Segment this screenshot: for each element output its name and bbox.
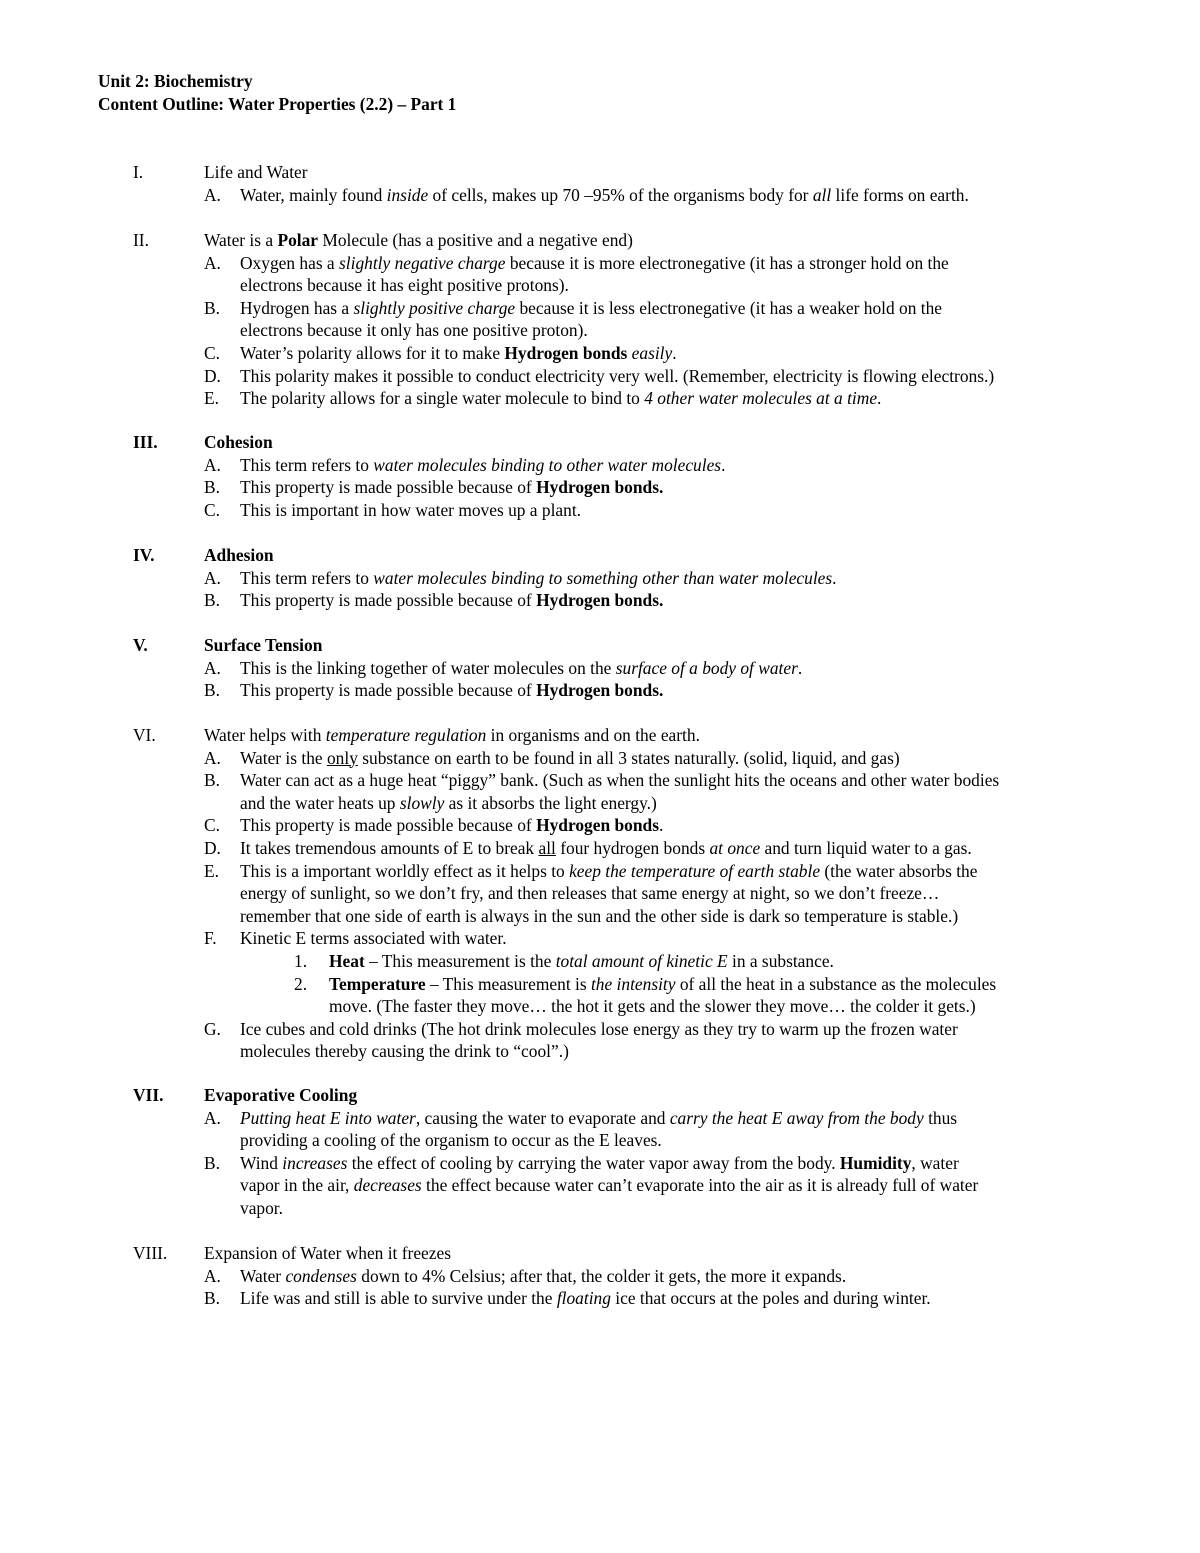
italic-run: surface of a body of water [615, 657, 798, 678]
section-heading [0, 161, 1200, 184]
section-heading [0, 634, 1200, 657]
outline-item-line [0, 589, 1200, 612]
text-run: electrons because it has eight positive protons). [240, 275, 569, 296]
text-run: ice that occurs at the poles and during winter. [610, 1288, 931, 1309]
outline-section [0, 1084, 1200, 1220]
section-numeral: III. [133, 432, 158, 452]
outline-item-text [240, 860, 977, 883]
outline-item-line [0, 927, 1200, 950]
outline-item-text [240, 657, 802, 680]
italic-run: increases [282, 1152, 348, 1173]
text-run: . [721, 454, 726, 475]
text-run: . [877, 388, 882, 409]
outline-item-line [0, 365, 1200, 388]
outline-title: Content Outline: Water Properties (2.2) – Part 1 [98, 94, 457, 114]
outline-item-text [240, 387, 881, 410]
outline-item-line [0, 1287, 1200, 1310]
outline-item-label: A. [204, 184, 221, 205]
outline-item-text [240, 747, 900, 770]
section-title [204, 1084, 357, 1107]
outline-item-line [0, 297, 1200, 320]
outline-subitem-text [329, 950, 834, 973]
outline-item-label: F. [204, 928, 217, 949]
text-run: four hydrogen bonds [555, 837, 710, 858]
outline-item-text [240, 1265, 846, 1288]
italic-run: floating [556, 1288, 611, 1309]
text-run: move. (The faster they move… the hot it gets and the slower they move… the colder it gets.) [329, 996, 976, 1017]
outline-item-text [240, 1287, 931, 1310]
outline-item-label: D. [204, 365, 221, 386]
outline-item-label: A. [204, 747, 221, 768]
text-run: This term refers to [240, 567, 374, 588]
outline-item-line [0, 252, 1200, 275]
outline-item-label: B. [204, 590, 220, 611]
outline-item-line [0, 860, 1200, 883]
outline-item-line [0, 342, 1200, 365]
text-run: and the water heats up [240, 792, 400, 813]
section-heading [0, 1084, 1200, 1107]
outline-item-label: C. [204, 499, 220, 520]
text-run: remember that one side of earth is always in the sun and the other side is dark so temperature is stable.) [240, 905, 959, 926]
text-run: energy of sunlight, so we don’t fry, and then releases that same energy at night, so we don’t freeze… [240, 883, 940, 904]
outline-item-line [0, 882, 1200, 905]
outline-item-label: A. [204, 657, 221, 678]
outline-item-line [0, 1040, 1200, 1063]
outline-item-line [0, 679, 1200, 702]
text-run: , causing the water to evaporate and [415, 1107, 670, 1128]
outline-item-text [240, 792, 657, 815]
section-title [204, 544, 274, 567]
text-run: Kinetic E terms associated with water. [240, 928, 507, 949]
text-run: Molecule (has a positive and a negative end) [318, 230, 633, 250]
outline-subitem-text [329, 995, 976, 1018]
outline-item-label: A. [204, 1107, 221, 1128]
italic-run: temperature regulation [325, 725, 487, 745]
outline-item-label: B. [204, 297, 220, 318]
italic-run: carry the heat E away from the body [669, 1107, 924, 1128]
text-run: – This measurement is the [364, 950, 556, 971]
section-numeral: II. [133, 230, 149, 250]
section-numeral: VII. [133, 1085, 164, 1105]
outline-item-text [240, 905, 958, 928]
text-run: This is the linking together of water molecules on the [240, 657, 616, 678]
outline-item-label: E. [204, 860, 219, 881]
outline-section [0, 724, 1200, 1063]
bold-run: Adhesion [204, 545, 274, 565]
outline-item-line [0, 769, 1200, 792]
outline-item-text [240, 297, 942, 320]
bold-run: Hydrogen bonds. [536, 477, 664, 498]
text-run: , water [911, 1152, 959, 1173]
italic-run: at once [709, 837, 761, 858]
outline-item-line [0, 454, 1200, 477]
text-run: Oxygen has a [240, 252, 340, 273]
bold-run: Surface Tension [204, 635, 323, 655]
outline-item-text [240, 1174, 978, 1197]
outline-section [0, 634, 1200, 702]
section-numeral: V. [133, 635, 148, 655]
outline-item-label: E. [204, 388, 219, 409]
outline-item-text [240, 1152, 959, 1175]
text-run: life forms on earth. [831, 184, 969, 205]
section-numeral: IV. [133, 545, 155, 565]
text-run: substance on earth to be found in all 3 states naturally. (solid, liquid, and gas) [357, 747, 900, 768]
outline-item-line [0, 1152, 1200, 1175]
outline-item-label: B. [204, 477, 220, 498]
text-run: the effect of cooling by carrying the water vapor away from the body. [347, 1152, 840, 1173]
text-run: . [832, 567, 837, 588]
text-run: Water [240, 1265, 286, 1286]
outline-subitem-line [0, 950, 1200, 973]
italic-run: total amount of kinetic E [555, 950, 728, 971]
outline-item-text [240, 814, 663, 837]
italic-run: water molecules binding to other water molecules [373, 454, 722, 475]
text-run: and turn liquid water to a gas. [760, 837, 972, 858]
outline-item-line [0, 657, 1200, 680]
outline-item-text [240, 837, 972, 860]
text-run: . [672, 342, 677, 363]
text-run: down to 4% Celsius; after that, the colder it gets, the more it expands. [356, 1265, 847, 1286]
bold-run: Temperature [329, 973, 426, 994]
outline-subitem-label: 1. [294, 950, 308, 971]
outline-item-line [0, 499, 1200, 522]
text-run: Water can act as a huge heat “piggy” bank. (Such as when the sunlight hits the oceans and other water bodies [240, 770, 1000, 791]
outline-subitem-line [0, 995, 1200, 1018]
text-run: Water, mainly found [240, 184, 387, 205]
outline-item-line [0, 747, 1200, 770]
text-run: Water is a [204, 230, 278, 250]
outline-item-line [0, 792, 1200, 815]
italic-run: slightly positive charge [353, 297, 516, 318]
outline-item-label: D. [204, 837, 221, 858]
outline-item-text [240, 476, 663, 499]
outline-item-text [240, 1197, 283, 1220]
section-heading [0, 544, 1200, 567]
outline-item-line [0, 837, 1200, 860]
outline-subitem-text [329, 973, 996, 996]
text-run: electrons because it only has one positive proton). [240, 320, 588, 341]
outline-item-text [240, 342, 677, 365]
text-run: This polarity makes it possible to conduct electricity very well. (Remember, electricity is flowing electrons.) [240, 365, 995, 386]
text-run: because it is more electronegative (it has a stronger hold on the [505, 252, 949, 273]
italic-run: inside [386, 184, 429, 205]
text-run: This property is made possible because of [240, 680, 537, 701]
section-heading [0, 724, 1200, 747]
italic-run: 4 other water molecules at a time [644, 388, 878, 409]
outline-item-label: C. [204, 815, 220, 836]
text-run: in a substance. [727, 950, 834, 971]
outline-item-label: A. [204, 1265, 221, 1286]
text-run: This is important in how water moves up a plant. [240, 499, 581, 520]
outline-item-line [0, 1197, 1200, 1220]
italic-run: easily [631, 342, 673, 363]
outline-subitem-label: 2. [294, 973, 308, 994]
outline-item-text [240, 927, 507, 950]
text-run: . [797, 657, 803, 678]
underlined-run: only [326, 747, 358, 768]
text-run: Water helps with [204, 725, 326, 745]
outline-item-label: B. [204, 1288, 220, 1309]
underlined-run: all [538, 837, 556, 858]
text-run: because it is less electronegative (it has a weaker hold on the [515, 297, 943, 318]
text-run: This property is made possible because of [240, 815, 537, 836]
outline-item-text [240, 499, 581, 522]
outline-section [0, 229, 1200, 410]
outline-item-text [240, 589, 663, 612]
outline-item-line [0, 184, 1200, 207]
text-run: thus [923, 1107, 958, 1128]
section-title [204, 634, 322, 657]
italic-run: slowly [399, 792, 445, 813]
outline-item-text [240, 365, 994, 388]
italic-run: the intensity [590, 973, 676, 994]
section-heading [0, 1242, 1200, 1265]
italic-run: Putting heat E into water [240, 1107, 416, 1128]
outline-section [0, 544, 1200, 612]
outline-item-text [240, 567, 837, 590]
outline-item-text [240, 1107, 957, 1130]
outline-item-line [0, 905, 1200, 928]
section-title [204, 161, 308, 184]
outline-item-text [240, 274, 569, 297]
text-run: – This measurement is [425, 973, 591, 994]
text-run: of all the heat in a substance as the molecules [675, 973, 997, 994]
bold-run: Hydrogen bonds. [536, 590, 664, 611]
section-title [204, 431, 273, 454]
outline-item-text [240, 319, 588, 342]
outline-section [0, 431, 1200, 521]
text-run: in organisms and on the earth. [486, 725, 700, 745]
outline-item-text [240, 1040, 569, 1063]
text-run: Ice cubes and cold drinks (The hot drink molecules lose energy as they try to warm up the frozen water [240, 1018, 958, 1039]
text-run: Life and Water [204, 162, 308, 182]
bold-run: Hydrogen bonds. [536, 680, 664, 701]
text-run: (the water absorbs the [820, 860, 978, 881]
outline-item-text [240, 252, 949, 275]
outline-item-line [0, 1265, 1200, 1288]
bold-run: Hydrogen bonds [536, 815, 659, 836]
bold-run: Humidity [839, 1152, 912, 1173]
outline-item-text [240, 184, 969, 207]
outline-item-text [240, 882, 939, 905]
section-heading [0, 229, 1200, 252]
outline-subitem-line [0, 973, 1200, 996]
outline-item-label: G. [204, 1018, 221, 1039]
outline-section [0, 161, 1200, 206]
text-run: providing a cooling of the organism to occur as the E leaves. [240, 1130, 662, 1151]
bold-run: Cohesion [204, 432, 273, 452]
text-run: of cells, makes up 70 –95% of the organisms body for [428, 184, 813, 205]
outline-item-text [240, 679, 663, 702]
section-numeral: VIII. [133, 1243, 168, 1263]
outline-item-label: A. [204, 252, 221, 273]
text-run: This is a important worldly effect as it helps to [240, 860, 570, 881]
text-run: It takes tremendous amounts of E to break [240, 837, 539, 858]
outline-item-line [0, 387, 1200, 410]
text-run: This property is made possible because of [240, 477, 537, 498]
outline-item-text [240, 454, 725, 477]
outline-item-line [0, 1018, 1200, 1041]
outline-item-line [0, 567, 1200, 590]
italic-run: decreases [353, 1175, 422, 1196]
text-run: Water is the [240, 747, 327, 768]
outline-item-line [0, 319, 1200, 342]
text-run: vapor in the air, [240, 1175, 354, 1196]
text-run: The polarity allows for a single water molecule to bind to [240, 388, 645, 409]
italic-run: condenses [285, 1265, 357, 1286]
text-run: Water’s polarity allows for it to make [240, 342, 505, 363]
text-run: Life was and still is able to survive under the [240, 1288, 557, 1309]
text-run: Hydrogen has a [240, 297, 354, 318]
outline-item-line [0, 274, 1200, 297]
italic-run: slightly negative charge [339, 252, 506, 273]
text-run: Expansion of Water when it freezes [204, 1243, 451, 1263]
outline-item-label: A. [204, 454, 221, 475]
outline-item-label: B. [204, 1152, 220, 1173]
text-run: This term refers to [240, 454, 374, 475]
italic-run: all [812, 184, 832, 205]
outline-item-line [0, 476, 1200, 499]
text-run: Wind [240, 1152, 283, 1173]
outline-item-line [0, 1174, 1200, 1197]
section-title [204, 229, 633, 252]
section-numeral: VI. [133, 725, 156, 745]
outline-item-text [240, 1129, 662, 1152]
section-heading [0, 431, 1200, 454]
text-run: vapor. [240, 1197, 283, 1218]
outline-item-line [0, 1107, 1200, 1130]
outline-item-label: B. [204, 770, 220, 791]
section-numeral: I. [133, 162, 144, 182]
section-title [204, 724, 700, 747]
bold-run: Hydrogen bonds [504, 342, 628, 363]
text-run: This property is made possible because of [240, 590, 537, 611]
bold-run: Polar [277, 230, 319, 250]
unit-title: Unit 2: Biochemistry [98, 71, 253, 91]
outline-section [0, 1242, 1200, 1310]
outline-item-text [240, 1018, 958, 1041]
section-title [204, 1242, 451, 1265]
italic-run: water molecules binding to something other than water molecules [373, 567, 833, 588]
italic-run: keep the temperature of earth stable [569, 860, 821, 881]
outline-item-label: A. [204, 567, 221, 588]
outline-item-line [0, 1129, 1200, 1152]
outline-item-label: B. [204, 680, 220, 701]
text-run: molecules thereby causing the drink to “cool”.) [240, 1041, 569, 1062]
bold-run: Evaporative Cooling [204, 1085, 358, 1105]
outline-item-line [0, 814, 1200, 837]
text-run: the effect because water can’t evaporate into the air as it is already full of water [421, 1175, 979, 1196]
text-run: . [658, 815, 664, 836]
outline-item-text [240, 769, 999, 792]
outline-item-label: C. [204, 342, 220, 363]
text-run: as it absorbs the light energy.) [444, 792, 657, 813]
bold-run: Heat [329, 950, 365, 971]
